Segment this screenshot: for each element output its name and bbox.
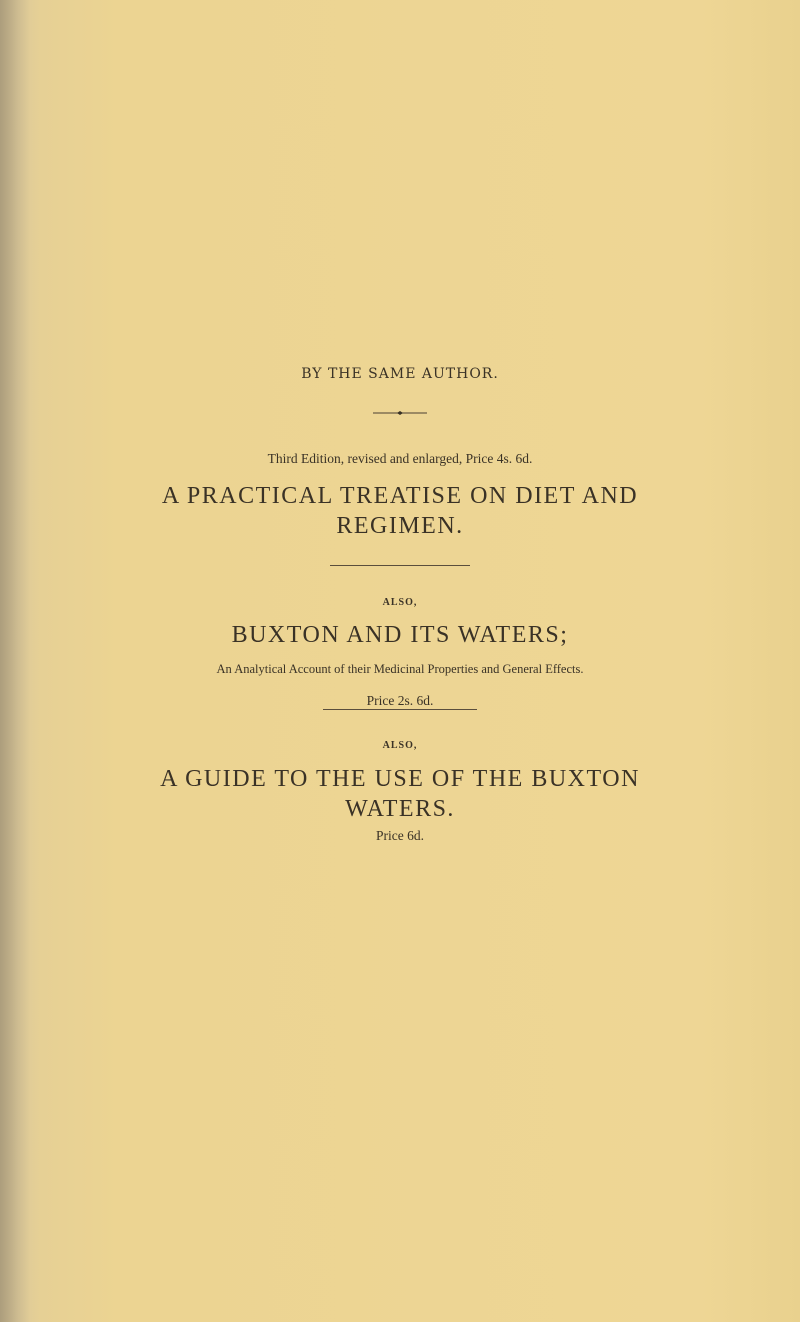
section-rule [330, 565, 470, 566]
book3-title-line1: A GUIDE TO THE USE OF THE BUXTON [160, 766, 640, 792]
book1-edition: Third Edition, revised and enlarged, Price 4s. 6d. [267, 451, 533, 466]
book2-price: Price 2s. 6d. [366, 693, 434, 708]
byline: BY THE SAME AUTHOR. [301, 366, 499, 382]
book2-subtitle: An Analytical Account of their Medicinal Properties and General Effects. [216, 662, 584, 676]
book1-title-line1: A PRACTICAL TREATISE ON DIET AND [161, 483, 639, 509]
book2-title: BUXTON AND ITS WATERS; [231, 622, 569, 648]
ornament-divider [373, 411, 427, 415]
book1-title-line2: REGIMEN. [336, 513, 464, 539]
book3-title-line2: WATERS. [345, 796, 455, 822]
book3-also: ALSO, [382, 740, 418, 751]
book3-price: Price 6d. [376, 828, 424, 843]
book2-also: ALSO, [382, 597, 418, 608]
book3-title [0, 764, 800, 824]
section-rule [323, 709, 477, 710]
book1-title [0, 481, 800, 541]
